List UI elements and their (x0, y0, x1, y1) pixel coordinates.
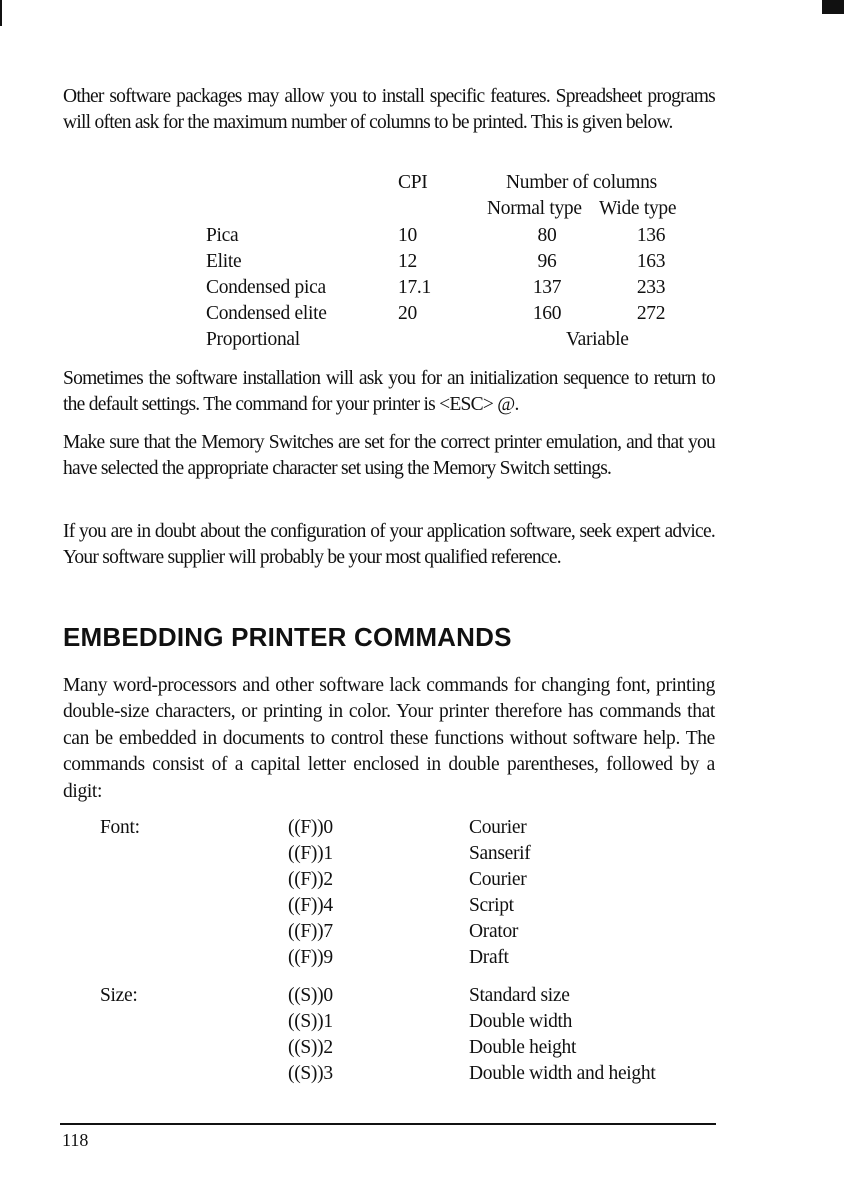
table-row-cpi: 12 (398, 251, 417, 272)
footer-rule (60, 1123, 716, 1125)
command-description: Double width and height (469, 1063, 656, 1084)
embedding-paragraph: Many word-processors and other software lack commands for changing font, printing double-size characters, or printing in color. Your printer therefore has commands that can be embedded in documents to control these functions without software help. The commands consist of a capital letter enclosed in double parentheses, followed by a digit: (63, 675, 715, 802)
command-code: ((S))0 (288, 985, 333, 1006)
command-description: Double height (469, 1037, 577, 1058)
command-code: ((F))1 (288, 843, 333, 864)
command-code: ((F))2 (288, 869, 333, 890)
command-description: Courier (469, 817, 527, 838)
command-description: Script (469, 895, 514, 916)
command-description: Standard size (469, 985, 570, 1006)
command-code: ((F))9 (288, 947, 333, 968)
table-row-wide: 272 (636, 303, 666, 324)
table-row-name: Pica (206, 225, 239, 246)
command-description: Courier (469, 869, 527, 890)
table-row-normal: 96 (537, 251, 557, 272)
command-code: ((S))2 (288, 1037, 333, 1058)
table-row-wide: 163 (636, 251, 666, 272)
table-row-name: Proportional (206, 329, 300, 350)
command-code: ((S))3 (288, 1063, 333, 1084)
command-code: ((S))1 (288, 1011, 333, 1032)
table-row-variable: Variable (566, 329, 629, 350)
command-code: ((F))0 (288, 817, 333, 838)
command-description: Sanserif (469, 843, 531, 864)
table-header-columns: Number of columns (506, 172, 657, 193)
command-description: Orator (469, 921, 519, 942)
table-row-name: Condensed elite (206, 303, 327, 324)
command-description: Double width (469, 1011, 573, 1032)
table-row-normal: 80 (537, 225, 557, 246)
table-header-wide: Wide type (599, 198, 677, 219)
size-label: Size: (100, 985, 138, 1006)
intro-paragraph: Other software packages may allow you to install specific features. Spreadsheet programs will often ask for the maximum number of columns to be printed. This is given below. (63, 86, 715, 134)
table-row-cpi: 20 (398, 303, 417, 324)
page-edge-mark (0, 0, 2, 26)
table-row-wide: 233 (636, 277, 666, 298)
table-row-name: Elite (206, 251, 242, 272)
section-heading: EMBEDDING PRINTER COMMANDS (63, 622, 512, 652)
table-row-cpi: 10 (398, 225, 417, 246)
table-header-cpi: CPI (398, 172, 428, 193)
table-header-normal: Normal type (487, 198, 582, 219)
page-number: 118 (62, 1130, 89, 1150)
font-label: Font: (100, 817, 140, 838)
table-row-name: Condensed pica (206, 277, 326, 298)
command-description: Draft (469, 947, 509, 968)
command-code: ((F))4 (288, 895, 333, 916)
reset-paragraph: Sometimes the software installation will ask you for an initialization sequence to return to the default settings. The command for your printer is <ESC> @. (63, 368, 715, 416)
table-row-normal: 160 (532, 303, 562, 324)
advice-paragraph: If you are in doubt about the configuration of your application software, seek expert advice. Your software supplier will probably be your most qualified reference. (63, 521, 715, 569)
command-code: ((F))7 (288, 921, 333, 942)
corner-registration-mark (822, 0, 844, 14)
memory-switch-paragraph: Make sure that the Memory Switches are set for the correct printer emulation, and that you have selected the appropriate character set using the Memory Switch settings. (63, 432, 715, 480)
table-row-wide: 136 (636, 225, 666, 246)
table-row-normal: 137 (532, 277, 562, 298)
table-row-cpi: 17.1 (398, 277, 431, 298)
